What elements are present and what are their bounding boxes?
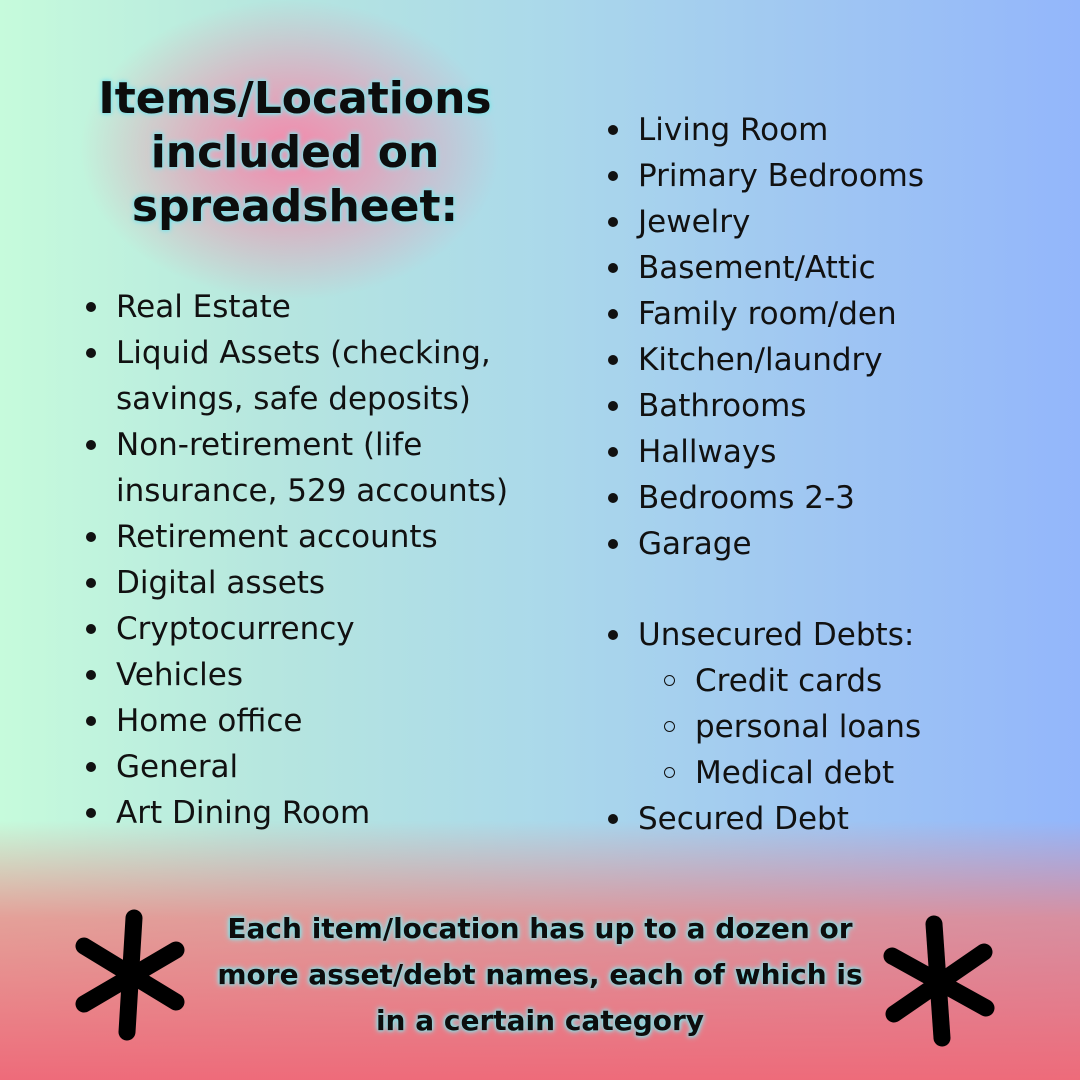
list-item: Non-retirement (life insurance, 529 accounts) — [116, 422, 508, 514]
list-item: Garage — [638, 521, 924, 567]
list-item: Cryptocurrency — [116, 606, 508, 652]
asterisk-icon — [880, 912, 1000, 1052]
list-item: Kitchen/laundry — [638, 337, 924, 383]
list-item: Home office — [116, 698, 508, 744]
left-item-list — [116, 284, 508, 836]
list-item: Art Dining Room — [116, 790, 508, 836]
list-item: Credit cards — [695, 658, 921, 704]
list-item: Family room/den — [638, 291, 924, 337]
page-title: Items/Locations included on spreadsheet: — [98, 73, 492, 232]
list-item: Retirement accounts — [116, 514, 508, 560]
list-item: Basement/Attic — [638, 245, 924, 291]
list-item: Medical debt — [695, 750, 921, 796]
list-item: General — [116, 744, 508, 790]
unsecured-debts-label: Unsecured Debts: — [638, 617, 915, 653]
list-item: Vehicles — [116, 652, 508, 698]
list-item: Jewelry — [638, 199, 924, 245]
list-item: Digital assets — [116, 560, 508, 606]
right-item-list — [638, 107, 924, 567]
list-item: Bathrooms — [638, 383, 924, 429]
secured-debt-item: Secured Debt — [638, 796, 921, 842]
unsecured-debts-sublist — [695, 658, 921, 796]
footer-note: Each item/location has up to a dozen or more asset/debt names, each of which is in a certain category — [217, 912, 863, 1037]
list-item: Real Estate — [116, 284, 508, 330]
list-item: Liquid Assets (checking, savings, safe deposits) — [116, 330, 508, 422]
list-item: Hallways — [638, 429, 924, 475]
list-item: Primary Bedrooms — [638, 153, 924, 199]
list-item: Living Room — [638, 107, 924, 153]
debts-list — [638, 612, 921, 842]
list-item: personal loans — [695, 704, 921, 750]
asterisk-icon — [70, 906, 190, 1046]
list-item: Bedrooms 2-3 — [638, 475, 924, 521]
unsecured-debts-item — [638, 612, 921, 796]
